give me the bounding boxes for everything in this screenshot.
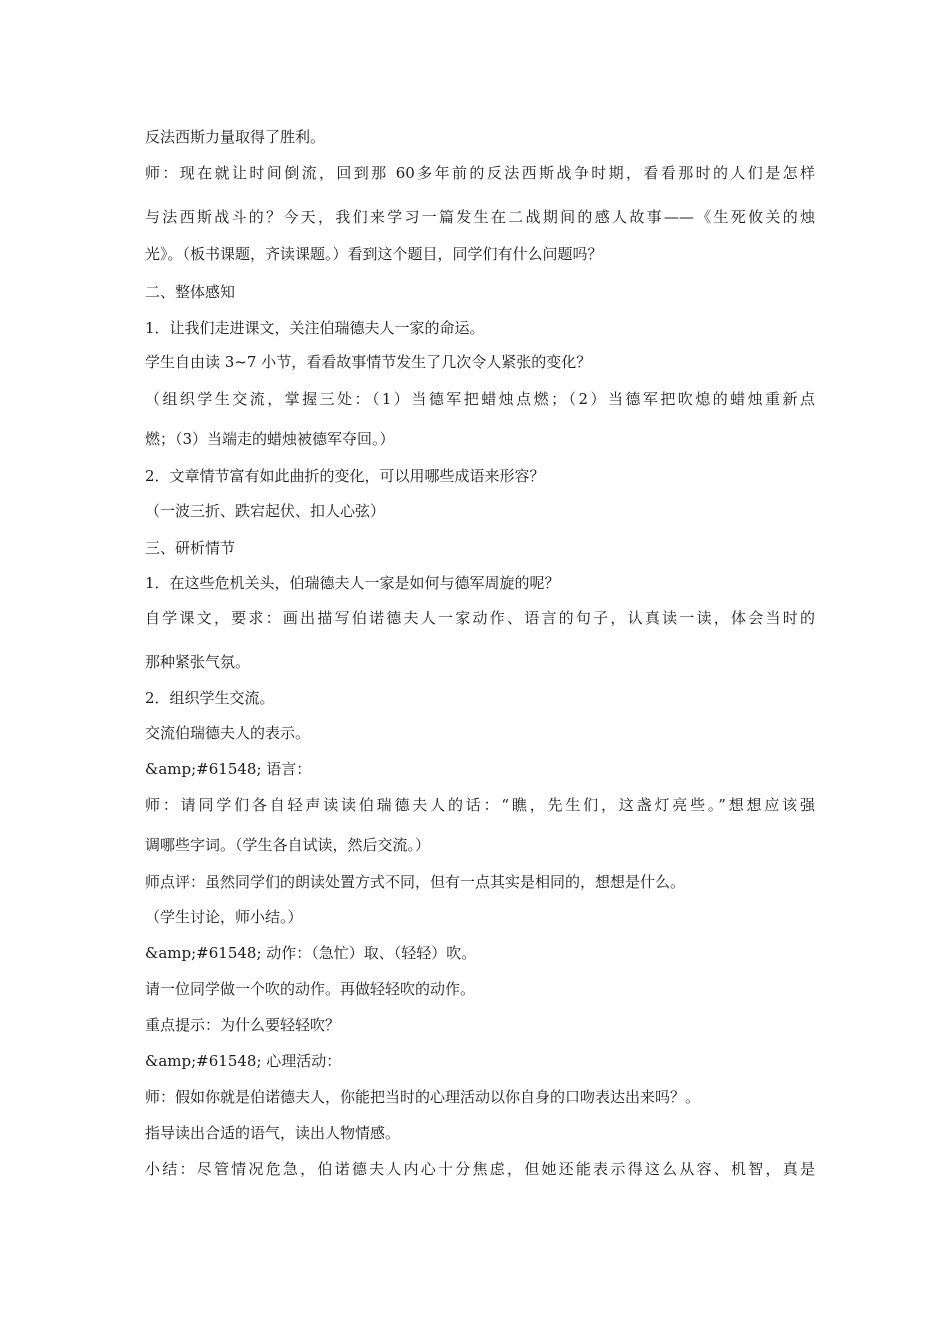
text-line: 与法西斯战斗的？今天，我们来学习一篇发生在二战期间的感人故事——《生死攸关的烛	[145, 208, 815, 226]
text-line: 2．组织学生交流。	[145, 689, 275, 707]
text-line: 那种紧张气氛。	[145, 653, 251, 671]
text-line: &amp;#61548; 动作：（急忙）取、（轻轻）吹。	[145, 944, 477, 962]
text-line: 光》。（板书课题，齐读课题。）看到这个题目，同学们有什么问题吗？	[145, 245, 603, 263]
text-line: &amp;#61548; 语言：	[145, 760, 312, 778]
text-line: 请一位同学做一个吹的动作。再做轻轻吹的动作。	[145, 980, 476, 998]
text-line: 重点提示：为什么要轻轻吹？	[145, 1016, 341, 1034]
text-line: 师：现在就让时间倒流，回到那 60多年前的反法西斯战争时期，看看那时的人们是怎样	[145, 164, 815, 182]
text-line: 调哪些字词。（学生各自试读，然后交流。）	[145, 836, 431, 854]
text-line: （学生讨论，师小结。）	[145, 908, 303, 926]
text-line: 2．文章情节富有如此曲折的变化，可以用哪些成语来形容？	[145, 467, 545, 485]
text-line: 师：请同学们各自轻声读读伯瑞德夫人的话：“瞧，先生们，这盏灯亮些。”想想应该强	[145, 796, 815, 814]
text-line: 燃；（3）当端走的蜡烛被德军夺回。）	[145, 430, 395, 448]
section-heading: 二、整体感知	[145, 283, 236, 301]
text-line: 学生自由读 3~7 小节，看看故事情节发生了几次令人紧张的变化？	[145, 353, 592, 371]
text-line: 反法西斯力量取得了胜利。	[145, 128, 326, 146]
text-line: （一波三折、跌宕起伏、扣人心弦）	[145, 502, 386, 520]
text-line: 指导读出合适的语气，读出人物情感。	[145, 1124, 401, 1142]
text-line: &amp;#61548; 心理活动：	[145, 1052, 342, 1070]
text-line: 小结：尽管情况危急，伯诺德夫人内心十分焦虑，但她还能表示得这么从容、机智，真是	[145, 1160, 815, 1178]
section-heading: 三、研析情节	[145, 539, 236, 557]
text-line: 师点评：虽然同学们的朗读处置方式不同，但有一点其实是相同的，想想是什么。	[145, 873, 686, 891]
text-line: 自学课文，要求：画出描写伯诺德夫人一家动作、语言的句子，认真读一读，体会当时的	[145, 609, 815, 627]
text-line: 1．让我们走进课文，关注伯瑞德夫人一家的命运。	[145, 319, 485, 337]
text-line: 1．在这些危机关头，伯瑞德夫人一家是如何与德军周旋的呢？	[145, 574, 560, 592]
text-line: （组织学生交流，掌握三处：（1）当德军把蜡烛点燃；（2）当德军把吹熄的蜡烛重新点	[145, 390, 815, 408]
text-line: 交流伯瑞德夫人的表示。	[145, 724, 311, 742]
text-line: 师：假如你就是伯诺德夫人，你能把当时的心理活动以你自身的口吻表达出来吗？。	[145, 1088, 701, 1106]
